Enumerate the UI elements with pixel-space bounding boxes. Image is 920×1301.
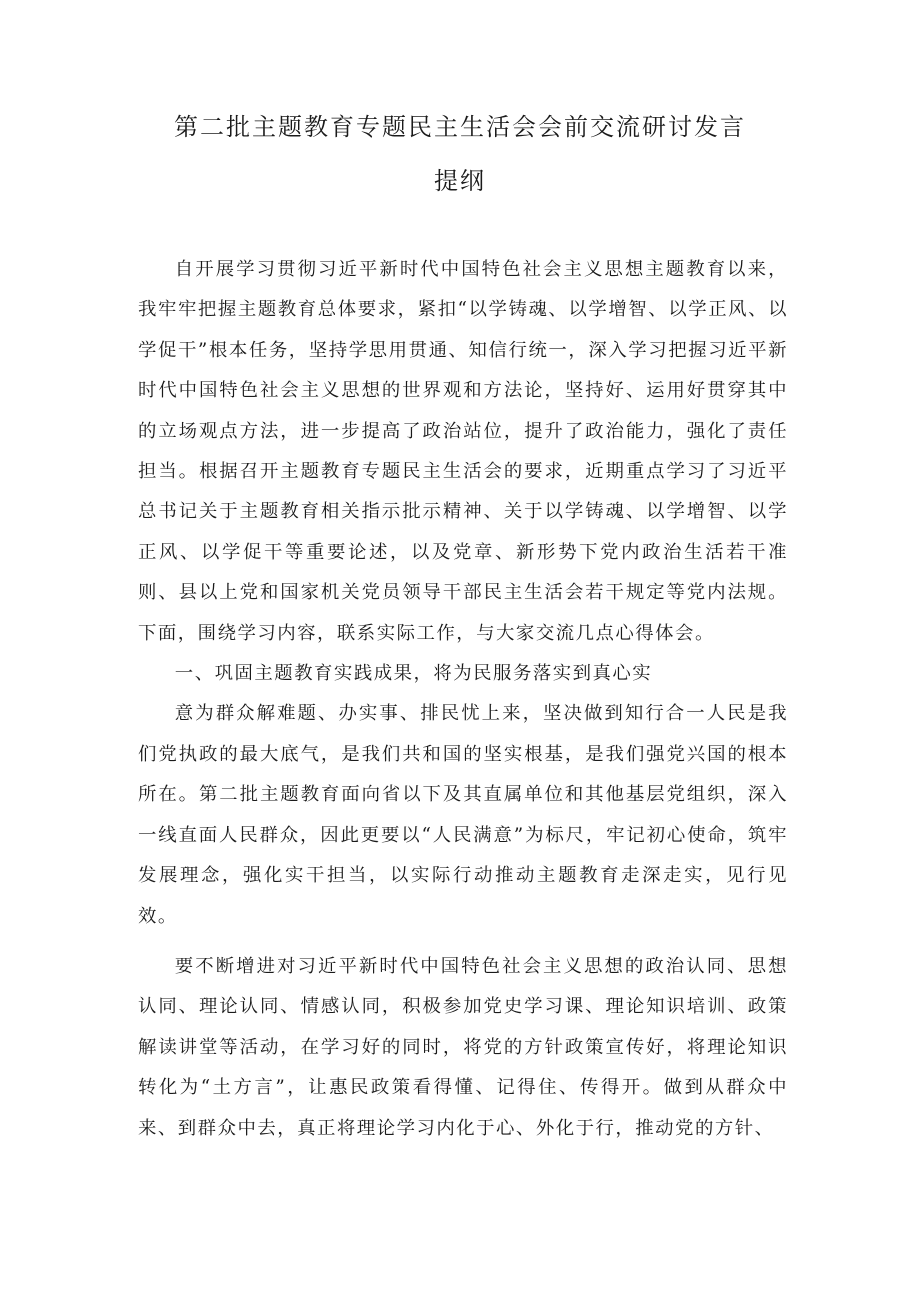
document-title-line-1: 第二批主题教育专题民主生活会会前交流研讨发言 [174, 113, 746, 141]
document-title-line-2: 提纲 [434, 167, 486, 195]
paragraph-section-1: 意为群众解难题、办实事、排民忧上来，坚决做到知行合一人民是我们党执政的最大底气，是我们共和国的坚实根基，是我们强党兴国的根本所在。第二批主题教育面向省以下及其直属单位和其他基层党组织，深入一线直面人民群众，因此更要以“人民满意”为标尺，牢记初心使命，筑牢发展理念，强化实干担当，以实际行动推动主题教育走深走实，见行见效。 [138, 703, 788, 927]
document-body [138, 250, 788, 1149]
paragraph-section-1-cont: 要不断增进对习近平新时代中国特色社会主义思想的政治认同、思想认同、理论认同、情感认同，积极参加党史学习课、理论知识培训、政策解读讲堂等活动，在学习好的同时，将党的方针政策宣传好，将理论知识转化为“土方言”，让惠民政策看得懂、记得住、传得开。做到从群众中来、到群众中去，真正将理论学习内化于心、外化于行，推动党的方针、 [138, 955, 788, 1139]
section-heading-1: 一、巩固主题教育实践成果，将为民服务落实到真心实 [174, 663, 653, 685]
paragraph-intro: 自开展学习贯彻习近平新时代中国特色社会主义思想主题教育以来，我牢牢把握主题教育总体要求，紧扣“以学铸魂、以学增智、以学正风、以学促干”根本任务，坚持学思用贯通、知信行统一，深入学习把握习近平新时代中国特色社会主义思想的世界观和方法论，坚持好、运用好贯穿其中的立场观点方法，进一步提高了政治站位，提升了政治能力，强化了责任担当。根据召开主题教育专题民主生活会的要求，近期重点学习了习近平总书记关于主题教育相关指示批示精神、关于以学铸魂、以学增智、以学正风、以学促干等重要论述，以及党章、新形势下党内政治生活若干准则、县以上党和国家机关党员领导干部民主生活会若干规定等党内法规。下面，围绕学习内容，联系实际工作，与大家交流几点心得体会。 [138, 259, 788, 644]
